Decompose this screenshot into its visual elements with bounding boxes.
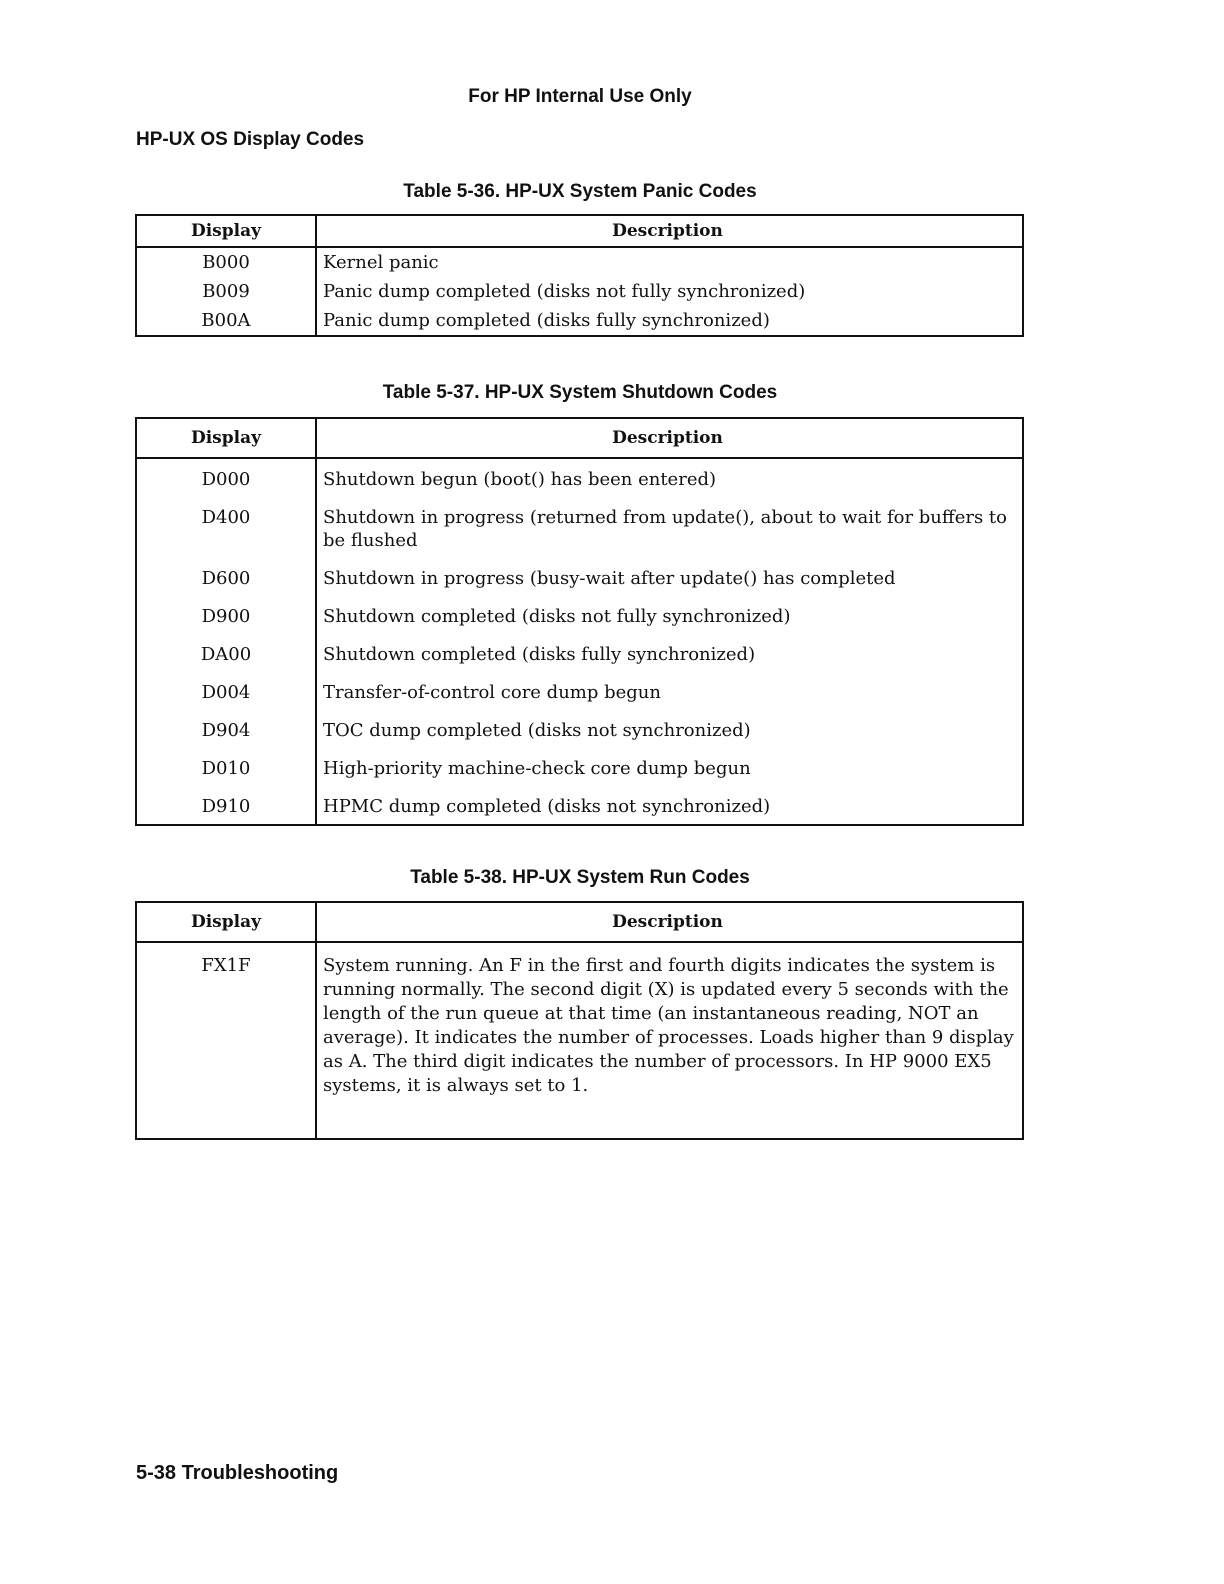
code-description: Shutdown begun (boot() has been entered): [323, 469, 717, 490]
display-code: B000: [136, 247, 316, 277]
display-code: B009: [136, 277, 316, 306]
display-code: D000: [136, 458, 316, 497]
table-5-37-caption: Table 5-37. HP-UX System Shutdown Codes: [382, 382, 778, 403]
display-code: DA00: [136, 634, 316, 672]
code-description: HPMC dump completed (disks not synchronized): [323, 796, 771, 817]
column-header-display: Display: [136, 902, 316, 942]
table-row: [136, 634, 1023, 672]
code-description: Transfer-of-control core dump begun: [323, 682, 661, 703]
display-code: D900: [136, 596, 316, 634]
code-description: Shutdown in progress (busy-wait after update() has completed: [323, 568, 896, 589]
code-description: Panic dump completed (disks not fully synchronized): [323, 281, 806, 302]
column-header-description: Description: [316, 418, 1023, 458]
page-footer: 5-38 Troubleshooting: [136, 1462, 339, 1484]
table-row: [136, 748, 1023, 786]
code-description: TOC dump completed (disks not synchronized): [323, 720, 751, 741]
table-row: [136, 277, 1023, 306]
display-code: D910: [136, 786, 316, 825]
code-description: Shutdown completed (disks fully synchronized): [323, 644, 756, 665]
display-code: D010: [136, 748, 316, 786]
table-row: [136, 247, 1023, 277]
column-header-display: Display: [136, 418, 316, 458]
shutdown-codes-table: [135, 417, 1024, 826]
panic-codes-table: [135, 214, 1024, 337]
display-code: B00A: [136, 306, 316, 336]
code-description: Shutdown completed (disks not fully synchronized): [323, 606, 791, 627]
column-header-display: Display: [136, 215, 316, 247]
code-description: High-priority machine-check core dump begun: [323, 758, 751, 779]
display-code: D004: [136, 672, 316, 710]
table-row: [136, 786, 1023, 825]
code-description: Shutdown in progress (returned from update(), about to wait for buffers to be flushed: [323, 507, 1007, 551]
code-description: System running. An F in the first and fourth digits indicates the system is running normally. The second digit (X) is updated every 5 seconds with the length of the run queue at that time (an instantaneous reading, NOT an average). It indicates the number of processes. Loads higher than 9 display as A. The third digit indicates the number of processors. In HP 9000 EX5 systems, it is always set to 1.: [323, 955, 1014, 1096]
column-header-description: Description: [316, 215, 1023, 247]
display-code: D904: [136, 710, 316, 748]
table-row: [136, 306, 1023, 336]
table-row: [136, 672, 1023, 710]
table-row: [136, 458, 1023, 497]
display-code: D600: [136, 558, 316, 596]
section-title: HP-UX OS Display Codes: [136, 129, 365, 150]
column-header-description: Description: [316, 902, 1023, 942]
table-5-38-caption: Table 5-38. HP-UX System Run Codes: [410, 867, 750, 888]
internal-use-notice: For HP Internal Use Only: [468, 86, 692, 107]
code-description: Panic dump completed (disks fully synchronized): [323, 310, 770, 331]
table-row: [136, 710, 1023, 748]
table-5-36-caption: Table 5-36. HP-UX System Panic Codes: [403, 181, 757, 202]
table-row: [136, 596, 1023, 634]
display-code: FX1F: [136, 942, 316, 1139]
table-row: [136, 497, 1023, 558]
table-row: [136, 558, 1023, 596]
display-code: D400: [136, 497, 316, 558]
code-description: Kernel panic: [323, 252, 439, 273]
run-codes-table: [135, 901, 1024, 1140]
table-row: [136, 942, 1023, 1139]
